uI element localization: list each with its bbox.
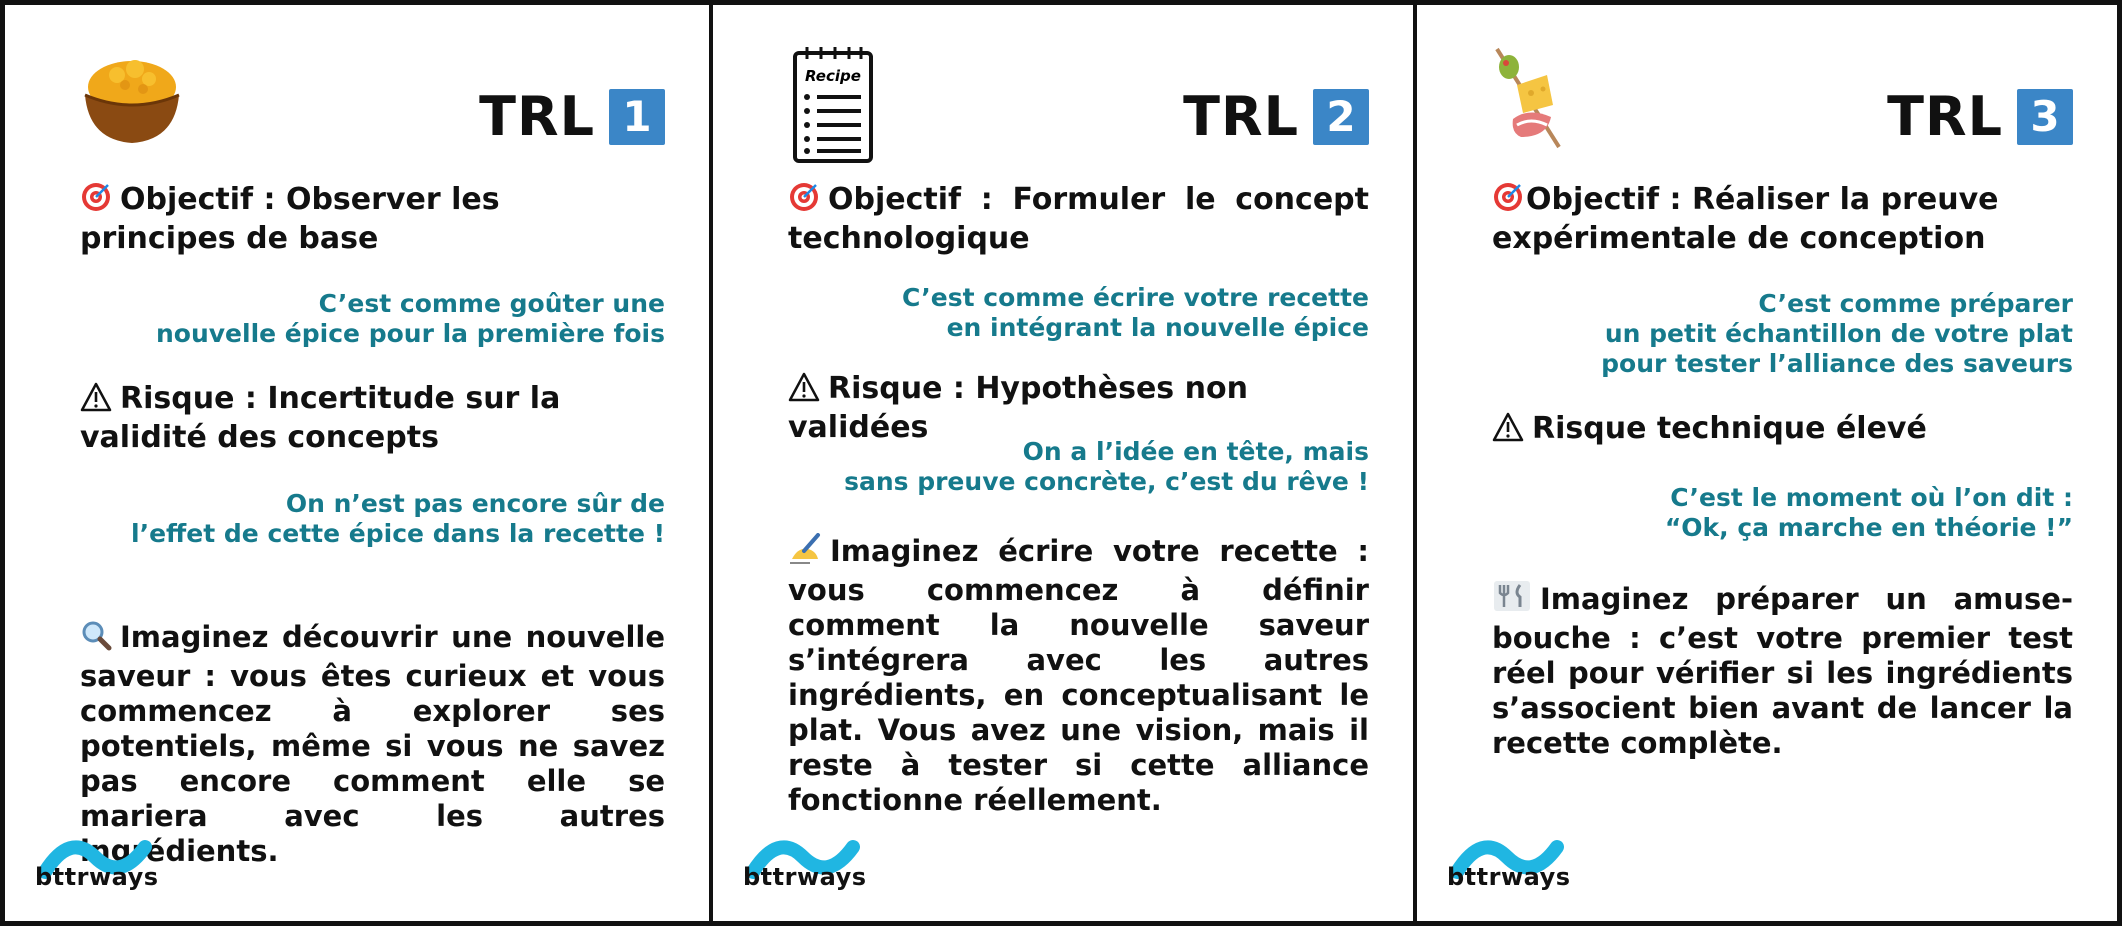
analogy-text: Imaginez découvrir une nouvelle saveur : vous êtes curieux et vous commencez à explorer ses potentiels, même si vous ne savez pas encore comment elle se mariera avec les autres ingrédients. <box>80 620 665 868</box>
trl-label: TRL <box>1887 85 2003 148</box>
recipe-icon-text: Recipe <box>805 67 861 85</box>
target-icon <box>788 181 820 221</box>
analogy-text: Imaginez préparer un amuse-bouche : c’est votre premier test réel pour vérifier si les ingrédients s’associent bien avant de lancer la recette complète. <box>1492 582 2073 760</box>
recipe-notebook-icon <box>785 45 895 155</box>
trl-level <box>1183 85 1369 148</box>
trl-number-badge: 3 <box>2017 89 2073 145</box>
logo-text: bttrways <box>743 863 867 891</box>
logo-text: bttrways <box>1447 863 1571 891</box>
analogy-paragraph <box>1492 579 2073 761</box>
card-trl-1 <box>5 5 709 921</box>
risk-label: Risque : <box>120 381 268 416</box>
bttrways-logo <box>743 827 883 897</box>
trl-level <box>1887 85 2073 148</box>
objective <box>788 181 1369 256</box>
warning-icon <box>1492 412 1524 450</box>
trl-label: TRL <box>1183 85 1299 148</box>
trl-number-badge: 2 <box>1313 89 1369 145</box>
warning-icon <box>80 382 112 420</box>
fork-knife-icon <box>1492 579 1532 621</box>
risk-quote: C’est le moment où l’on dit : “Ok, ça marche en théorie !” <box>1664 483 2073 542</box>
risk <box>788 371 1369 445</box>
objective-quote: C’est comme préparer un petit échantillon de votre plat pour tester l’alliance des saveurs <box>1601 289 2073 378</box>
risk <box>80 381 665 455</box>
risk-label: Risque technique élevé <box>1532 411 1927 446</box>
objective-label: Objectif : <box>828 182 1013 217</box>
risk <box>1492 411 2073 450</box>
writing-hand-icon <box>788 533 822 573</box>
trl-label: TRL <box>479 85 595 148</box>
bttrways-logo <box>35 827 175 897</box>
risk-quote: On n’est pas encore sûr de l’effet de cette épice dans la recette ! <box>131 489 665 548</box>
analogy-text: Imaginez écrire votre recette : vous commencez à définir comment la nouvelle saveur s’intégrera avec les autres ingrédients, en conceptualisant le plat. Vous avez une vision, mais il reste à tester si cette alliance fonctionne réellement. <box>788 534 1369 817</box>
risk-text: Hypothèses non validées <box>788 371 1248 445</box>
objective-quote: C’est comme goûter une nouvelle épice pour la première fois <box>155 289 665 348</box>
analogy-paragraph <box>788 533 1369 818</box>
objective <box>1492 181 2073 256</box>
logo-text: bttrways <box>35 863 159 891</box>
skewer-appetizer-icon <box>1489 45 1599 155</box>
bttrways-logo <box>1447 827 1587 897</box>
risk-quote: On a l’idée en tête, mais sans preuve concrète, c’est du rêve ! <box>844 437 1369 496</box>
objective-label: Objectif : <box>120 182 286 217</box>
card-trl-2 <box>709 5 1413 921</box>
spice-bowl-icon <box>77 45 187 155</box>
objective <box>80 181 665 256</box>
card-trl-3 <box>1413 5 2117 921</box>
magnifier-icon <box>80 619 112 659</box>
trl-number-badge: 1 <box>609 89 665 145</box>
objective-text: Observer les principes de base <box>80 182 500 256</box>
target-icon <box>1492 181 1524 221</box>
objective-text: Formuler le concept technologique <box>788 182 1369 256</box>
risk-text: Incertitude sur la validité des concepts <box>80 381 561 455</box>
trl-level <box>479 85 665 148</box>
warning-icon <box>788 372 820 410</box>
objective-label: Objectif : <box>1526 182 1692 217</box>
objective-quote: C’est comme écrire votre recette en intégrant la nouvelle épice <box>902 283 1369 342</box>
objective-text: Réaliser la preuve expérimentale de conception <box>1492 182 1999 256</box>
target-icon <box>80 181 112 221</box>
risk-label: Risque : <box>828 371 976 406</box>
